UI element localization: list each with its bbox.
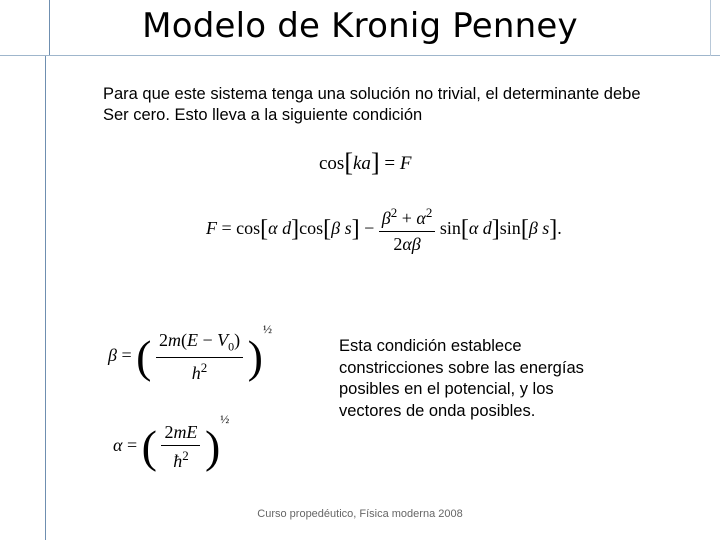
explanation-line-1: Esta condición establece xyxy=(339,337,522,355)
equation-F: F = cos[α d]cos[β s] − $\frac{\beta^2 + \alpha^2}{2\alpha\beta}$ sin[α d]sin[β s]. xyxy=(206,205,562,254)
left-vertical-rule-lower xyxy=(45,56,46,540)
equation-beta: β = ( $\frac{2m(E - V_0)}{h^2}$ )$^{\frac{1}{2}}$ xyxy=(108,322,272,383)
intro-line-1: Para que este sistema tenga una solución no trivial, el determinante debe xyxy=(103,85,641,103)
equation-alpha: α = ( $\frac{2mE}{ħ^2}$ )$^{\frac{1}{2}}$ xyxy=(113,412,230,472)
explanation-line-3: posibles en el potencial, y los xyxy=(339,380,554,398)
equation-cos-ka: cos[ka] = F xyxy=(319,148,412,177)
fraction-beta-alpha: $\frac{\beta^2 + \alpha^2}{2\alpha\beta}$ xyxy=(379,205,436,255)
explanation-line-4: vectores de onda posibles. xyxy=(339,401,536,420)
condition-explanation xyxy=(339,336,629,422)
explanation-line-2: constricciones sobre las energías xyxy=(339,358,584,377)
intro-paragraph xyxy=(103,84,703,126)
slide-footer: Curso propedéutico, Física moderna 2008 xyxy=(257,508,463,520)
slide-title: Modelo de Kronig Penney xyxy=(142,6,578,46)
title-underline xyxy=(0,55,720,56)
intro-line-2: Ser cero. Esto lleva a la siguiente condición xyxy=(103,106,423,124)
